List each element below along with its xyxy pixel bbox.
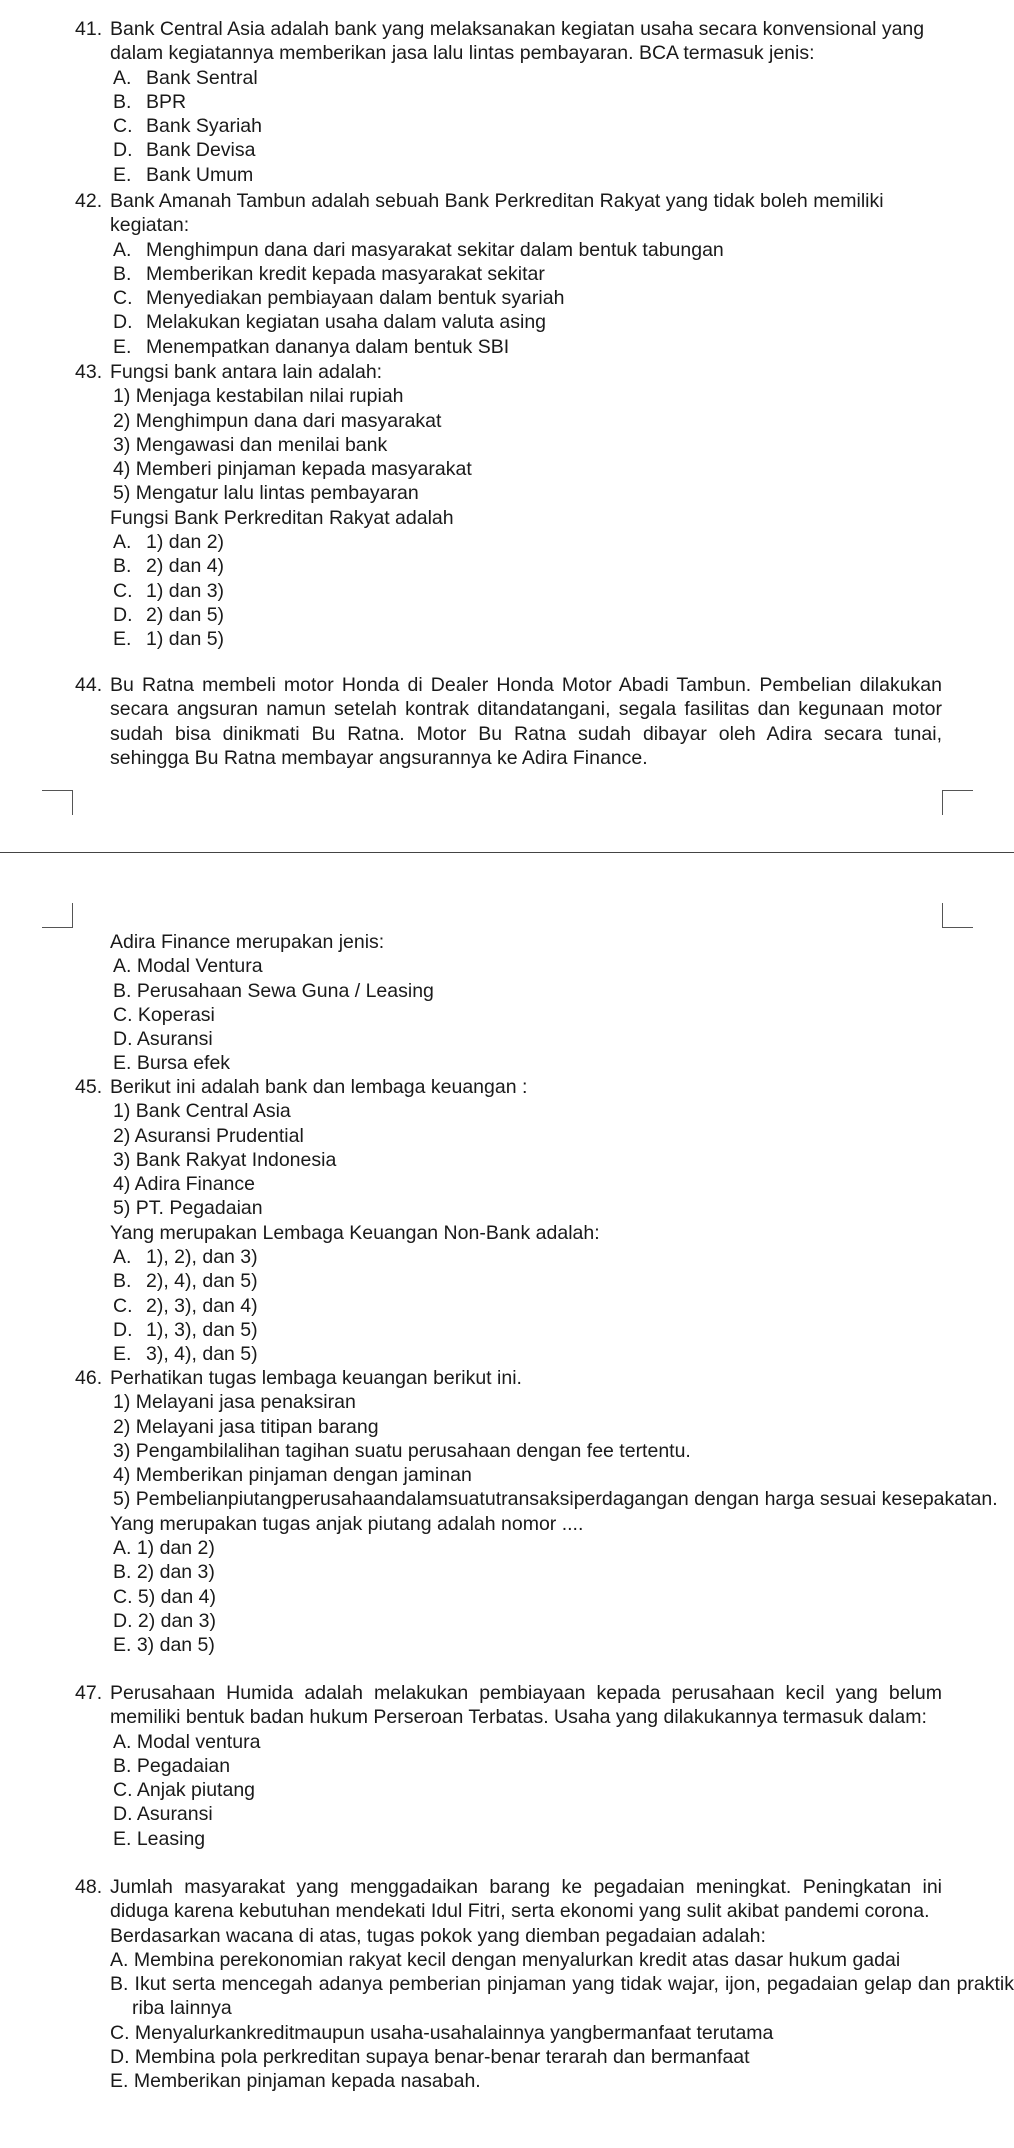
question-44-stem (0, 673, 1014, 770)
question-number: 44. (75, 674, 103, 696)
question-text: Fungsi bank antara lain adalah: (110, 361, 383, 383)
question-number: 45. (75, 1076, 103, 1098)
statement-5: 5) Mengatur lalu lintas pembayaran (113, 482, 419, 505)
option-c: C. Menyalurkankreditmaupun usaha-usahalainnya yangbermanfaat terutama (110, 2021, 774, 2044)
statement-3: 3) Bank Rakyat Indonesia (113, 1148, 337, 1171)
question-44 (0, 673, 1014, 770)
option-d: D. 1), 3), dan 5) (113, 1318, 258, 1341)
statement-1: 1) Melayani jasa penaksiran (113, 1391, 356, 1414)
statement-1: 1) Bank Central Asia (113, 1100, 291, 1123)
option-c: C. Menyediakan pembiayaan dalam bentuk syariah (113, 287, 565, 310)
question-45 (0, 1075, 1014, 1367)
option-a: A. Modal Ventura (113, 955, 263, 978)
option-e: E. Memberikan pinjaman kepada nasabah. (110, 2070, 481, 2093)
option-b: B. 2) dan 3) (113, 1561, 215, 1584)
question-number: 48. (75, 1876, 103, 1898)
question-42 (0, 189, 1014, 359)
option-c: C. Anjak piutang (113, 1779, 256, 1802)
question-43 (0, 360, 1014, 652)
question-47 (0, 1681, 1014, 1851)
question-text: Bank Central Asia adalah bank yang melaksanakan kegiatan usaha secara konvensional yang dalam kegiatannya memberikan jasa lalu lintas pembayaran. BCA termasuk jenis: (110, 18, 925, 65)
question-42-stem (0, 189, 1014, 238)
question-number: 42. (75, 190, 103, 212)
question-46 (0, 1366, 1014, 1658)
option-a: A. Menghimpun dana dari masyarakat sekitar dalam bentuk tabungan (113, 238, 724, 261)
option-d: D. Bank Devisa (113, 139, 256, 162)
statement-2: 2) Menghimpun dana dari masyarakat (113, 409, 442, 432)
question-48 (0, 1875, 1014, 2094)
option-d: D. 2) dan 5) (113, 603, 225, 626)
option-a: A. 1), 2), dan 3) (113, 1246, 258, 1269)
statement-5: 5) PT. Pegadaian (113, 1197, 263, 1220)
question-43-stem (0, 360, 1014, 384)
option-a: A. 1) dan 2) (113, 1537, 215, 1560)
question-text: Bu Ratna membeli motor Honda di Dealer Honda Motor Abadi Tambun. Pembelian dilakukan secara angsuran namun setelah kontrak ditandatangani, segala fasilitas dan kegunaan motor sudah bisa dinikmati Bu Ratna. Motor Bu Ratna sudah dibayar oleh Adira secara tunai, sehingga Bu Ratna membayar angsurannya ke Adira Finance. (110, 674, 942, 769)
option-b: B. Pegadaian (113, 1754, 231, 1777)
option-e: E. Bank Umum (113, 163, 254, 186)
question-45-stem (0, 1075, 1014, 1099)
question-number: 46. (75, 1367, 103, 1389)
statement-4: 4) Adira Finance (113, 1173, 255, 1196)
option-a: A. Bank Sentral (113, 66, 258, 89)
option-e: E. 1) dan 5) (113, 628, 225, 651)
option-a: A. Modal ventura (113, 1730, 261, 1753)
option-a: A. Membina perekonomian rakyat kecil dengan menyalurkan kredit atas dasar hukum gadai (110, 1948, 901, 1971)
statement-1: 1) Menjaga kestabilan nilai rupiah (113, 385, 404, 408)
question-41 (0, 17, 1014, 187)
page-corner-mark (42, 790, 73, 815)
page-corner-mark (942, 790, 973, 815)
question-44-continued (0, 930, 1014, 1076)
question-47-stem (0, 1681, 1014, 1730)
option-b: B. BPR (113, 90, 187, 113)
option-c: C. Koperasi (113, 1003, 215, 1026)
statement-2: 2) Melayani jasa titipan barang (113, 1415, 379, 1438)
statement-5: 5) Pembelianpiutangperusahaandalamsuatutransaksiperdagangan dengan harga sesuai kesepakatan. (113, 1488, 998, 1511)
page-corner-mark (42, 903, 73, 928)
option-b: B. Memberikan kredit kepada masyarakat sekitar (113, 262, 545, 285)
question-prompt: Berdasarkan wacana di atas, tugas pokok yang diemban pegadaian adalah: (110, 1924, 766, 1947)
question-text: Perusahaan Humida adalah melakukan pembiayaan kepada perusahaan kecil yang belum memiliki bentuk badan hukum Perseroan Terbatas. Usaha yang dilakukannya termasuk dalam: (110, 1682, 942, 1729)
page-separator (0, 852, 1014, 853)
option-c: C. Bank Syariah (113, 115, 262, 138)
option-e: E. Bursa efek (113, 1052, 231, 1075)
page-corner-mark (942, 903, 973, 928)
statement-3: 3) Mengawasi dan menilai bank (113, 433, 388, 456)
option-b: B. 2), 4), dan 5) (113, 1270, 258, 1293)
question-48-stem (0, 1875, 1014, 1924)
option-e: E. Leasing (113, 1827, 206, 1850)
option-b: B. 2) dan 4) (113, 555, 225, 578)
question-number: 47. (75, 1682, 103, 1704)
option-d: D. Asuransi (113, 1803, 213, 1826)
statement-3: 3) Pengambilalihan tagihan suatu perusahaan dengan fee tertentu. (113, 1439, 691, 1462)
question-text: Perhatikan tugas lembaga keuangan berikut ini. (110, 1367, 522, 1389)
question-46-stem (0, 1366, 1014, 1390)
question-text: Jumlah masyarakat yang menggadaikan barang ke pegadaian meningkat. Peningkatan ini diduga karena kebutuhan mendekati Idul Fitri, serta ekonomi yang sulit akibat pandemi corona. (110, 1876, 942, 1923)
question-text: Bank Amanah Tambun adalah sebuah Bank Perkreditan Rakyat yang tidak boleh memiliki kegiatan: (110, 190, 884, 237)
option-c: C. 2), 3), dan 4) (113, 1294, 258, 1317)
option-b: B. Perusahaan Sewa Guna / Leasing (113, 979, 434, 1002)
question-number: 41. (75, 18, 103, 40)
question-41-stem (0, 17, 1014, 66)
question-prompt: Yang merupakan Lembaga Keuangan Non-Bank adalah: (110, 1221, 600, 1244)
option-e: E. 3), 4), dan 5) (113, 1343, 258, 1366)
option-e: E. 3) dan 5) (113, 1634, 215, 1657)
statement-4: 4) Memberi pinjaman kepada masyarakat (113, 458, 472, 481)
statement-4: 4) Memberikan pinjaman dengan jaminan (113, 1464, 472, 1487)
question-prompt: Adira Finance merupakan jenis: (110, 931, 385, 953)
question-prompt: Yang merupakan tugas anjak piutang adalah nomor .... (110, 1512, 584, 1535)
option-d: D. Melakukan kegiatan usaha dalam valuta asing (113, 311, 547, 334)
option-d: D. Asuransi (113, 1028, 213, 1051)
option-b: B. Ikut serta mencegah adanya pemberian pinjaman yang tidak wajar, ijon, pegadaian gelap dan praktik riba lainnya (110, 1973, 1014, 2020)
question-number: 43. (75, 361, 103, 383)
option-d: D. Membina pola perkreditan supaya benar-benar terarah dan bermanfaat (110, 2046, 750, 2069)
option-c: C. 5) dan 4) (113, 1585, 216, 1608)
option-d: D. 2) dan 3) (113, 1609, 216, 1632)
option-a: A. 1) dan 2) (113, 531, 225, 554)
statement-2: 2) Asuransi Prudential (113, 1124, 304, 1147)
option-e: E. Menempatkan dananya dalam bentuk SBI (113, 335, 510, 358)
question-text: Berikut ini adalah bank dan lembaga keuangan : (110, 1076, 528, 1098)
question-prompt: Fungsi Bank Perkreditan Rakyat adalah (110, 506, 454, 529)
option-c: C. 1) dan 3) (113, 579, 225, 602)
